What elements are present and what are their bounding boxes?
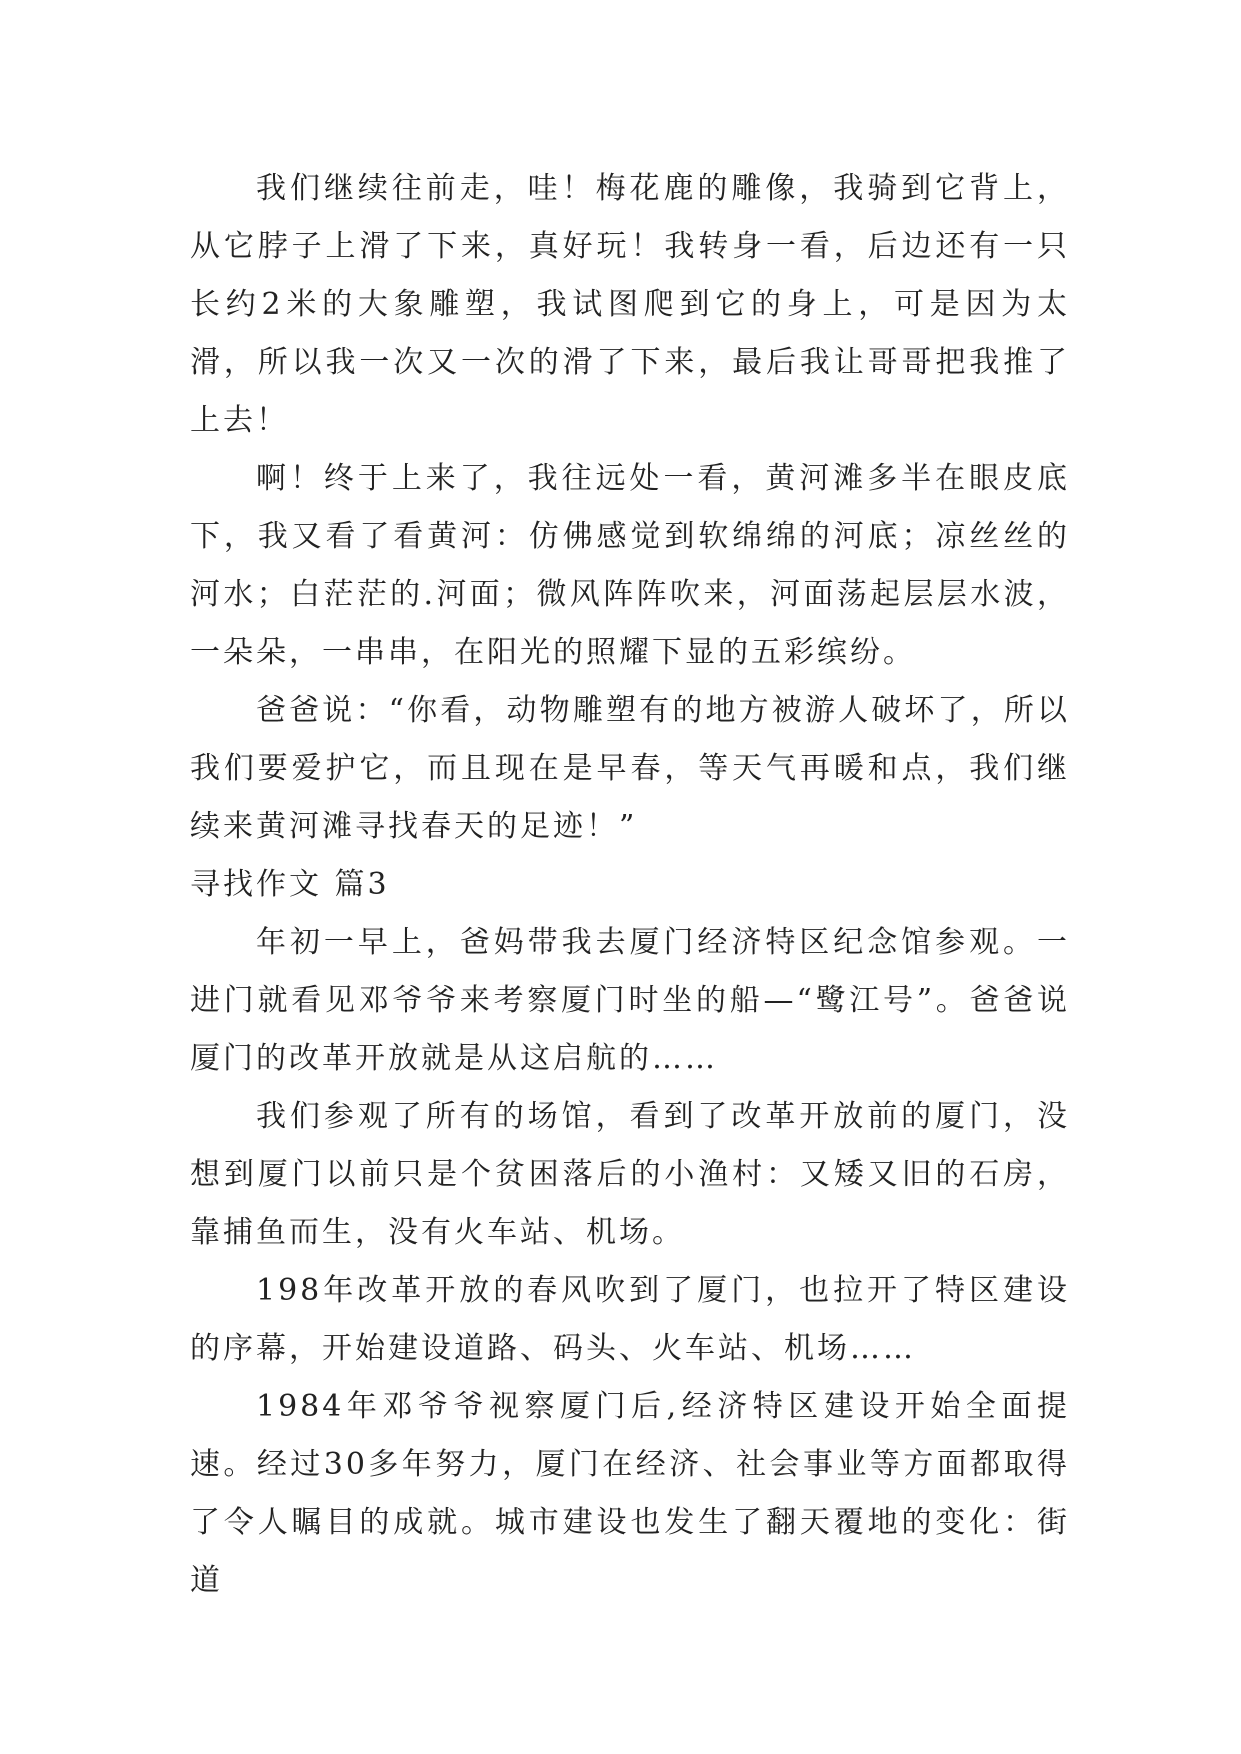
document-body — [190, 160, 1070, 1610]
paragraph: 1984年邓爷爷视察厦门后,经济特区建设开始全面提速。经过30多年努力，厦门在经济、社会事业等方面都取得了令人瞩目的成就。城市建设也发生了翻天覆地的变化：街道 — [190, 1389, 1070, 1598]
paragraph: 年初一早上，爸妈带我去厦门经济特区纪念馆参观。一进门就看见邓爷爷来考察厦门时坐的船—“鹭江号”。爸爸说厦门的改革开放就是从这启航的…… — [190, 925, 1070, 1076]
paragraph: 我们继续往前走，哇！梅花鹿的雕像，我骑到它背上，从它脖子上滑了下来，真好玩！我转身一看，后边还有一只长约2米的大象雕塑，我试图爬到它的身上，可是因为太滑，所以我一次又一次的滑了下来，最后我让哥哥把我推了上去！ — [190, 171, 1070, 438]
paragraph: 198年改革开放的春风吹到了厦门，也拉开了特区建设的序幕，开始建设道路、码头、火车站、机场…… — [190, 1273, 1070, 1366]
section-heading: 寻找作文 篇3 — [190, 867, 390, 902]
paragraph: 我们参观了所有的场馆，看到了改革开放前的厦门，没想到厦门以前只是个贫困落后的小渔村：又矮又旧的石房，靠捕鱼而生，没有火车站、机场。 — [190, 1099, 1070, 1250]
paragraph: 啊！终于上来了，我往远处一看，黄河滩多半在眼皮底下，我又看了看黄河：仿佛感觉到软绵绵的河底；凉丝丝的河水；白茫茫的.河面；微风阵阵吹来，河面荡起层层水波，一朵朵，一串串，在阳光的照耀下显的五彩缤纷。 — [190, 461, 1070, 670]
paragraph: 爸爸说：“你看，动物雕塑有的地方被游人破坏了，所以我们要爱护它，而且现在是早春，等天气再暖和点，我们继续来黄河滩寻找春天的足迹！” — [190, 693, 1070, 844]
